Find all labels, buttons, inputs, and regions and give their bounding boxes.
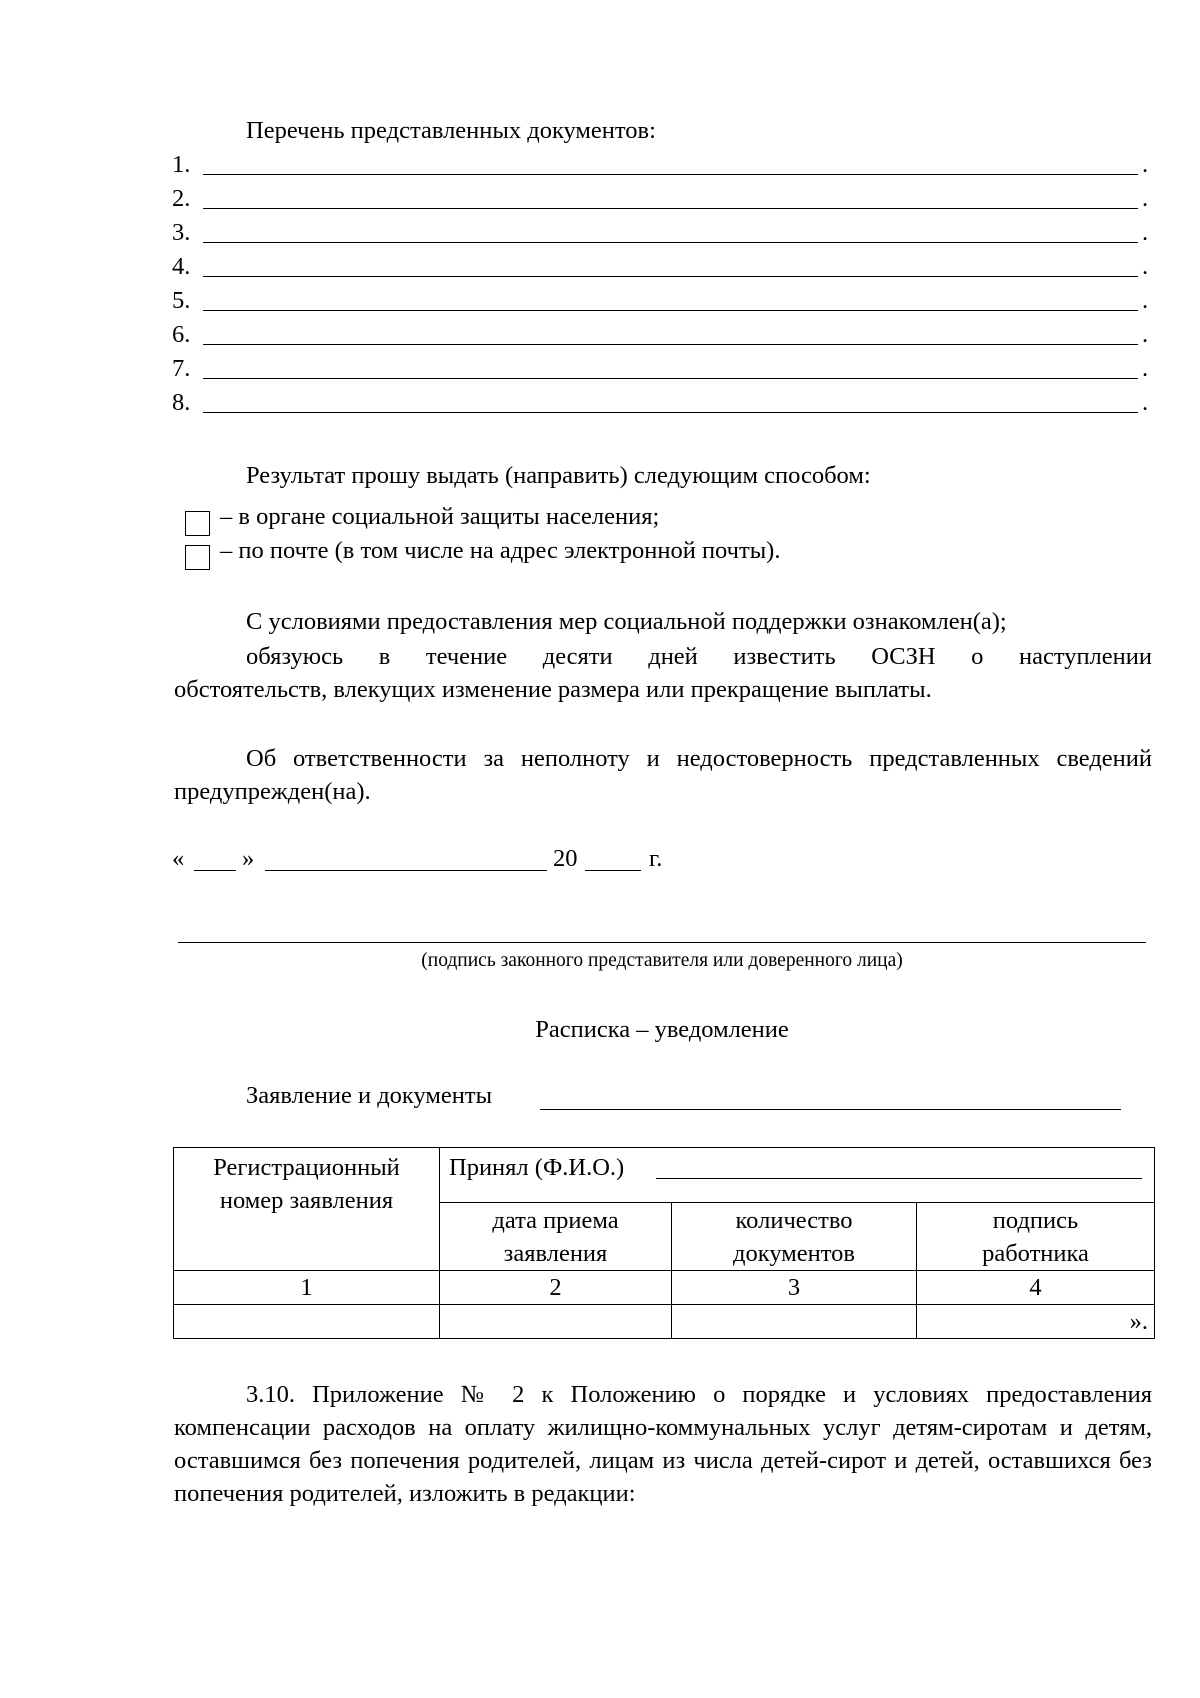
delivery-heading: Результат прошу выдать (направить) следующим способом: [246, 462, 871, 489]
col-header-date-text: дата приема заявления [492, 1207, 619, 1267]
col-header-signature-text: подпись работника [982, 1207, 1089, 1267]
col-header-count [672, 1203, 917, 1271]
entry-date[interactable] [440, 1305, 672, 1339]
accepted-by-cell [440, 1148, 1155, 1203]
list-item-end: . [1142, 185, 1149, 212]
delivery-checkbox-office[interactable] [185, 511, 210, 536]
date-year-suffix: г. [649, 845, 663, 872]
document-entry-line[interactable] [203, 276, 1138, 277]
receipt-title: Расписка – уведомление [535, 1016, 789, 1043]
col-number-2: 2 [440, 1271, 672, 1305]
list-item-end: . [1142, 219, 1149, 246]
entry-signature[interactable] [917, 1305, 1155, 1339]
entry-count[interactable] [672, 1305, 917, 1339]
conditions-line: С условиями предоставления мер социальной поддержки ознакомлен(а); [246, 608, 1007, 635]
signature-line[interactable] [178, 942, 1146, 943]
document-entry-line[interactable] [203, 344, 1138, 345]
receipt-docs-field[interactable] [540, 1109, 1121, 1110]
document-entry-line[interactable] [203, 378, 1138, 379]
col-header-count-text: количество документов [733, 1207, 855, 1267]
list-item-end: . [1142, 321, 1149, 348]
date-year-field[interactable] [585, 870, 641, 871]
document-entry-line[interactable] [203, 208, 1138, 209]
registration-table [173, 1147, 1155, 1339]
conditions-obligation [174, 640, 1152, 706]
list-item-number: 7. [172, 355, 191, 382]
list-item-number: 1. [172, 151, 191, 178]
amendment-text: 3.10. Приложение № 2 к Положению о порядке и условиях предоставления компенсации расходов на оплату жилищно-коммунальных услуг детям-сиротам и детям, оставшимся без попечения родителей, лицам из числа детей-сирот и детей, оставшихся без попечения родителей, изложить в редакции: [174, 1381, 1152, 1507]
document-entry-line[interactable] [203, 412, 1138, 413]
receipt-docs-label: Заявление и документы [246, 1082, 493, 1109]
date-century: 20 [553, 845, 578, 872]
document-entry-line[interactable] [203, 242, 1138, 243]
list-item-number: 6. [172, 321, 191, 348]
accepted-by-field[interactable] [656, 1178, 1142, 1179]
list-item-end: . [1142, 253, 1149, 280]
list-item-end: . [1142, 151, 1149, 178]
obligation-second-line: обстоятельств, влекущих изменение размера или прекращение выплаты. [174, 676, 932, 703]
list-item-end: . [1142, 355, 1149, 382]
col-number-3: 3 [672, 1271, 917, 1305]
delivery-checkbox-mail[interactable] [185, 545, 210, 570]
list-item-number: 8. [172, 389, 191, 416]
entry-reg-number[interactable] [174, 1305, 440, 1339]
col-header-signature [917, 1203, 1155, 1271]
list-item-number: 4. [172, 253, 191, 280]
closing-quote: ». [1129, 1308, 1149, 1335]
delivery-option-mail: – по почте (в том числе на адрес электронной почты). [220, 537, 781, 564]
delivery-option-office: – в органе социальной защиты населения; [220, 503, 660, 530]
signature-caption: (подпись законного представителя или доверенного лица) [421, 950, 903, 971]
accepted-by-label: Принял (Ф.И.О.) [449, 1154, 625, 1181]
reg-number-header-text: Регистрационный номер заявления [213, 1154, 400, 1214]
date-month-field[interactable] [265, 870, 547, 871]
list-item-number: 5. [172, 287, 191, 314]
obligation-first-line: обязуюсь в течение десяти дней известить ОСЗН о наступлении [246, 643, 1152, 670]
documents-list-heading: Перечень представленных документов: [246, 117, 656, 144]
col-header-date [440, 1203, 672, 1271]
list-item-end: . [1142, 287, 1149, 314]
col-number-4: 4 [917, 1271, 1155, 1305]
date-open-quote: « [172, 845, 185, 872]
document-entry-line[interactable] [203, 174, 1138, 175]
date-close-quote: » [242, 845, 255, 872]
list-item-number: 2. [172, 185, 191, 212]
col-number-1: 1 [174, 1271, 440, 1305]
date-day-field[interactable] [194, 870, 236, 871]
reg-number-header [174, 1148, 440, 1271]
responsibility-text: Об ответственности за неполноту и недостоверность представленных сведений предупрежден(на). [174, 745, 1152, 805]
list-item-end: . [1142, 389, 1149, 416]
list-item-number: 3. [172, 219, 191, 246]
document-entry-line[interactable] [203, 310, 1138, 311]
